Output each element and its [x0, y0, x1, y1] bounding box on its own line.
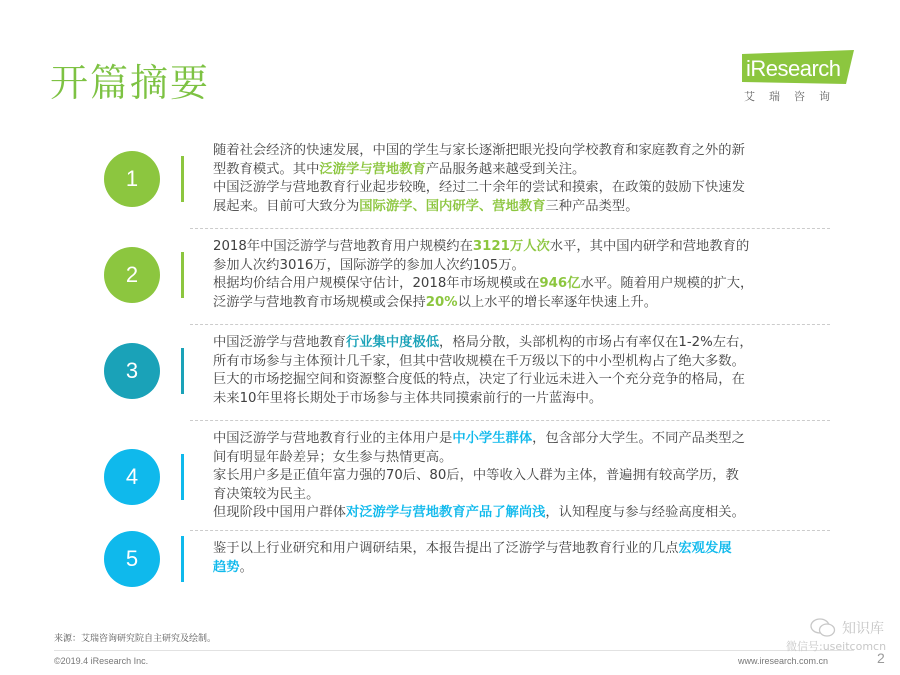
item-text-line: [213, 486, 825, 505]
body-text: 未来10年里将长期处于市场参与主体共同摸索前行的一片蓝海中。: [213, 390, 603, 406]
body-text: 中国泛游学与营地教育行业起步较晚，经过二十余年的尝试和摸索，在政策的鼓励下快速发: [213, 180, 745, 196]
item-accent-bar: [181, 536, 184, 582]
item-text-line: [213, 334, 825, 353]
item-text-line: [213, 161, 825, 180]
watermark-id: 微信号:useitcomcn: [786, 640, 887, 653]
item-text-line: [213, 504, 825, 523]
body-text: 但现阶段中国用户群体: [213, 505, 346, 521]
body-text: 间有明显年龄差异；女生参与热情更高。: [213, 449, 453, 465]
item-text-line: [213, 238, 825, 257]
body-text: 随着社会经济的快速发展，中国的学生与家长逐渐把眼光投向学校教育和家庭教育之外的新: [213, 143, 745, 158]
item-text-line: [213, 390, 825, 409]
logo-subtitle: 艾瑞咨询: [744, 90, 844, 103]
item-number-badge: 5: [104, 531, 160, 587]
item-number-badge: 2: [104, 247, 160, 303]
item-text-line: [213, 371, 825, 390]
logo-wordmark: iResearch: [746, 56, 841, 81]
item-accent-bar: [181, 252, 184, 298]
website-url: www.iresearch.com.cn: [738, 656, 829, 666]
highlight-text: 946亿: [539, 276, 581, 292]
item-text-line: [213, 467, 825, 486]
highlight-text: 对泛游学与营地教育产品了解尚浅: [345, 505, 546, 521]
highlight-text: 20%: [425, 294, 458, 310]
item-text-line: [213, 449, 825, 468]
iresearch-logo: [742, 50, 854, 102]
body-text: 巨大的市场挖掘空间和资源整合度低的特点，决定了行业远未进入一个充分竞争的格局，在: [213, 372, 745, 388]
copyright: ©2019.4 iResearch Inc.: [54, 656, 149, 666]
item-number-badge: 4: [104, 449, 160, 505]
item-text-line: [213, 179, 825, 198]
highlight-text: 中小学生群体: [452, 431, 533, 446]
source-note: 来源：艾瑞咨询研究院自主研究及绘制。: [54, 634, 217, 644]
body-text: 三种产品类型。: [545, 198, 639, 214]
body-text: 中国泛游学与营地教育行业的主体用户是: [213, 431, 453, 446]
page-number: 2: [877, 650, 885, 666]
item-text-line: [213, 353, 825, 372]
item-text-line: [213, 275, 825, 294]
highlight-text: 3121万人次: [472, 239, 550, 254]
item-accent-bar: [181, 156, 184, 202]
item-number-badge: 3: [104, 343, 160, 399]
body-text: 产品服务越来越受到关注。: [425, 161, 586, 177]
body-text: 型教育模式。其中: [213, 161, 320, 177]
body-text: 泛游学与营地教育市场规模或会保持: [213, 294, 426, 310]
item-text-line: [213, 294, 825, 313]
footer-divider: [54, 650, 854, 651]
watermark-name: 知识库: [842, 621, 884, 637]
item-divider: [190, 228, 830, 229]
item-text: [213, 430, 825, 523]
wechat-icon: [810, 618, 836, 638]
body-text: 展起来。目前可大致分为: [213, 198, 360, 214]
highlight-text: 泛游学与营地教育: [319, 161, 426, 177]
highlight-text: 国际游学、国内研学、营地教育: [359, 198, 546, 214]
body-text: ，认知程度与参与经验高度相关。: [545, 505, 745, 521]
body-text: 中国泛游学与营地教育: [213, 335, 346, 350]
body-text: ，格局分散，头部机构的市场占有率仅在1-2%左右，: [439, 335, 753, 350]
item-number-badge: 1: [104, 151, 160, 207]
body-text: 水平，其中国内研学和营地教育的: [549, 239, 750, 254]
item-accent-bar: [181, 454, 184, 500]
highlight-text: 宏观发展: [678, 541, 732, 556]
item-divider: [190, 324, 830, 325]
item-accent-bar: [181, 348, 184, 394]
item-text: [213, 334, 825, 408]
highlight-text: 行业集中度极低: [345, 335, 440, 350]
item-text-line: [213, 540, 825, 559]
item-text-line: [213, 257, 825, 276]
item-divider: [190, 530, 830, 531]
body-text: 育决策较为民主。: [213, 486, 320, 502]
item-text: [213, 238, 825, 312]
item-text-line: [213, 430, 825, 449]
body-text: 以上水平的增长率逐年快速上升。: [457, 294, 658, 310]
item-text: [213, 142, 825, 216]
item-text-line: [213, 559, 825, 578]
body-text: 所有市场参与主体预计几千家，但其中营收规模在千万级以下的中小型机构占了绝大多数。: [213, 353, 745, 369]
body-text: 2018年中国泛游学与营地教育用户规模约在: [213, 239, 473, 254]
page-title: 开篇摘要: [50, 61, 211, 105]
body-text: 。: [239, 559, 253, 575]
highlight-text: 趋势: [213, 559, 240, 575]
body-text: 鉴于以上行业研究和用户调研结果，本报告提出了泛游学与营地教育行业的几点: [213, 541, 679, 556]
item-divider: [190, 420, 830, 421]
item-text: [213, 540, 825, 577]
body-text: 水平。随着用户规模的扩大，: [580, 276, 754, 292]
body-text: 参加人次约3016万，国际游学的参加人次约105万。: [213, 257, 525, 273]
body-text: 家长用户多是正值年富力强的70后、80后，中等收入人群为主体，普遍拥有较高学历，教: [213, 468, 739, 484]
body-text: ，包含部分大学生。不同产品类型之: [532, 431, 745, 446]
item-text-line: [213, 142, 825, 161]
body-text: 根据均价结合用户规模保守估计，2018年市场规模或在: [213, 276, 540, 292]
item-text-line: [213, 198, 825, 217]
